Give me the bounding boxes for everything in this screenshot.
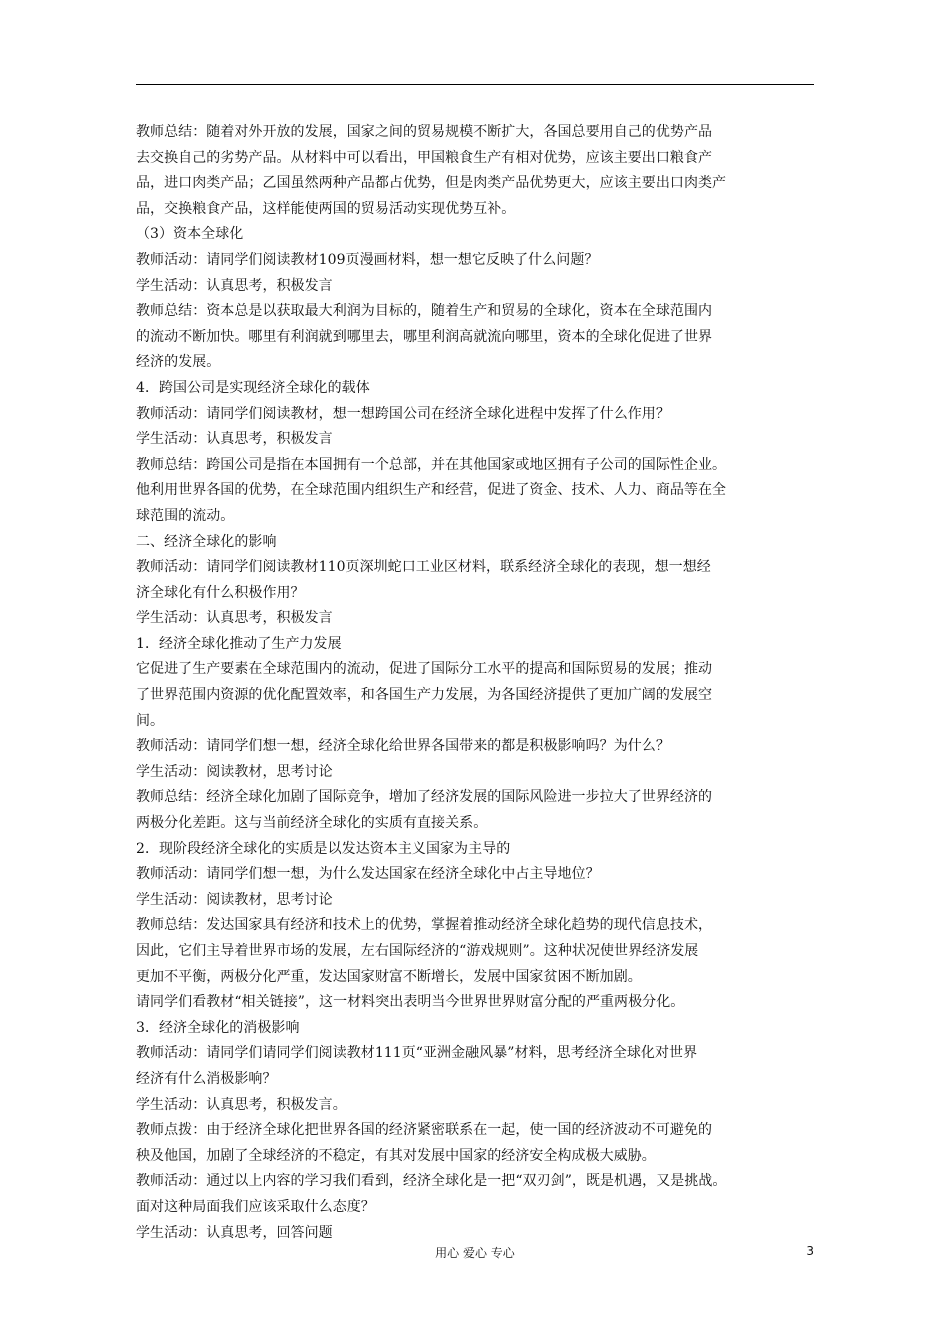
- text-line: 的流动不断加快。哪里有利润就到哪里去，哪里利润高就流向哪里，资本的全球化促进了世界: [136, 328, 713, 345]
- text-line: 教师总结：跨国公司是指在本国拥有一个总部，并在其他国家或地区拥有子公司的国际性企业。: [136, 456, 727, 473]
- text-line: 它促进了生产要素在全球范围内的流动，促进了国际分工水平的提高和国际贸易的发展；推动: [136, 661, 713, 678]
- text-line: 球范围的流动。: [136, 507, 235, 524]
- text-line: 二、经济全球化的影响: [136, 533, 277, 550]
- text-line: 教师点拨：由于经济全球化把世界各国的经济紧密联系在一起，使一国的经济波动不可避免的: [136, 1122, 713, 1139]
- text-line: 教师活动：请同学们请同学们阅读教材111页“亚洲金融风暴”材料，思考经济全球化对世界: [136, 1045, 698, 1062]
- text-line: 品，交换粮食产品，这样能使两国的贸易活动实现优势互补。: [136, 200, 516, 217]
- text-line: （3）资本全球化: [136, 226, 244, 243]
- text-line: 教师活动：请同学们阅读教材109页漫画材料，想一想它反映了什么问题？: [136, 251, 599, 268]
- text-line: 教师活动：请同学们想一想，经济全球化给世界各国带来的都是积极影响吗？为什么？: [136, 738, 670, 755]
- text-line: 2．现阶段经济全球化的实质是以发达资本主义国家为主导的: [136, 840, 511, 857]
- text-line: 教师总结：随着对外开放的发展，国家之间的贸易规模不断扩大，各国总要用自己的优势产品: [136, 124, 713, 140]
- text-line: 经济有什么消极影响？: [136, 1070, 277, 1087]
- text-line: 学生活动：认真思考，积极发言。: [136, 1096, 347, 1113]
- text-line: 3．经济全球化的消极影响: [136, 1019, 300, 1036]
- text-line: 因此，它们主导着世界市场的发展，左右国际经济的“游戏规则”。这种状况使世界经济发展: [136, 943, 699, 959]
- text-line: 教师总结：发达国家具有经济和技术上的优势，掌握着推动经济全球化趋势的现代信息技术，: [136, 917, 713, 934]
- text-line: 济全球化有什么积极作用？: [136, 584, 305, 601]
- text-line: 间。: [136, 712, 165, 729]
- text-line: 品，进口肉类产品；乙国虽然两种产品都占优势，但是肉类产品优势更大，应该主要出口肉类产: [136, 175, 727, 192]
- text-line: 学生活动：阅读教材，思考讨论: [136, 763, 333, 780]
- footer-motto: 用心 爱心 专心: [435, 1246, 515, 1260]
- text-line: 经济的发展。: [136, 354, 221, 371]
- text-line: 教师活动：请同学们阅读教材，想一想跨国公司在经济全球化进程中发挥了什么作用？: [136, 405, 670, 422]
- text-line: 4．跨国公司是实现经济全球化的载体: [136, 379, 370, 396]
- header-rule: [136, 84, 814, 85]
- text-line: 学生活动：认真思考，积极发言: [136, 431, 333, 448]
- text-line: 他利用世界各国的优势，在全球范围内组织生产和经营，促进了资金、技术、人力、商品等在全: [136, 482, 727, 499]
- document-body: [136, 120, 816, 1246]
- text-line: 教师总结：经济全球化加剧了国际竞争，增加了经济发展的国际风险进一步拉大了世界经济的: [136, 789, 713, 806]
- text-line: 学生活动：认真思考，回答问题: [136, 1224, 333, 1241]
- text-line: 教师活动：通过以上内容的学习我们看到，经济全球化是一把“双刃剑”，既是机遇，又是挑战。: [136, 1173, 727, 1190]
- text-line: 面对这种局面我们应该采取什么态度？: [136, 1198, 375, 1215]
- page-number: 3: [806, 1244, 814, 1258]
- text-line: 教师活动：请同学们阅读教材110页深圳蛇口工业区材料，联系经济全球化的表现，想一想经: [136, 559, 711, 576]
- text-line: 秧及他国，加剧了全球经济的不稳定，有其对发展中国家的经济安全构成极大威胁。: [136, 1147, 656, 1164]
- text-line: 两极分化差距。这与当前经济全球化的实质有直接关系。: [136, 815, 488, 832]
- text-line: 学生活动：阅读教材，思考讨论: [136, 891, 333, 908]
- text-line: 了世界范围内资源的优化配置效率，和各国生产力发展，为各国经济提供了更加广阔的发展空: [136, 687, 713, 704]
- text-line: 学生活动：认真思考，积极发言: [136, 277, 333, 294]
- text-line: 更加不平衡，两极分化严重，发达国家财富不断增长，发展中国家贫困不断加剧。: [136, 968, 642, 985]
- text-line: 学生活动：认真思考，积极发言: [136, 610, 333, 627]
- page-footer: [0, 1244, 950, 1264]
- text-line: 1．经济全球化推动了生产力发展: [136, 635, 342, 652]
- text-line: 教师活动：请同学们想一想，为什么发达国家在经济全球化中占主导地位？: [136, 866, 600, 883]
- text-line: 教师总结：资本总是以获取最大利润为目标的，随着生产和贸易的全球化，资本在全球范围内: [136, 303, 713, 320]
- text-line: 请同学们看教材“相关链接”，这一材料突出表明当今世界世界财富分配的严重两极分化。: [136, 994, 685, 1011]
- text-line: 去交换自己的劣势产品。从材料中可以看出，甲国粮食生产有相对优势，应该主要出口粮食产: [136, 149, 713, 166]
